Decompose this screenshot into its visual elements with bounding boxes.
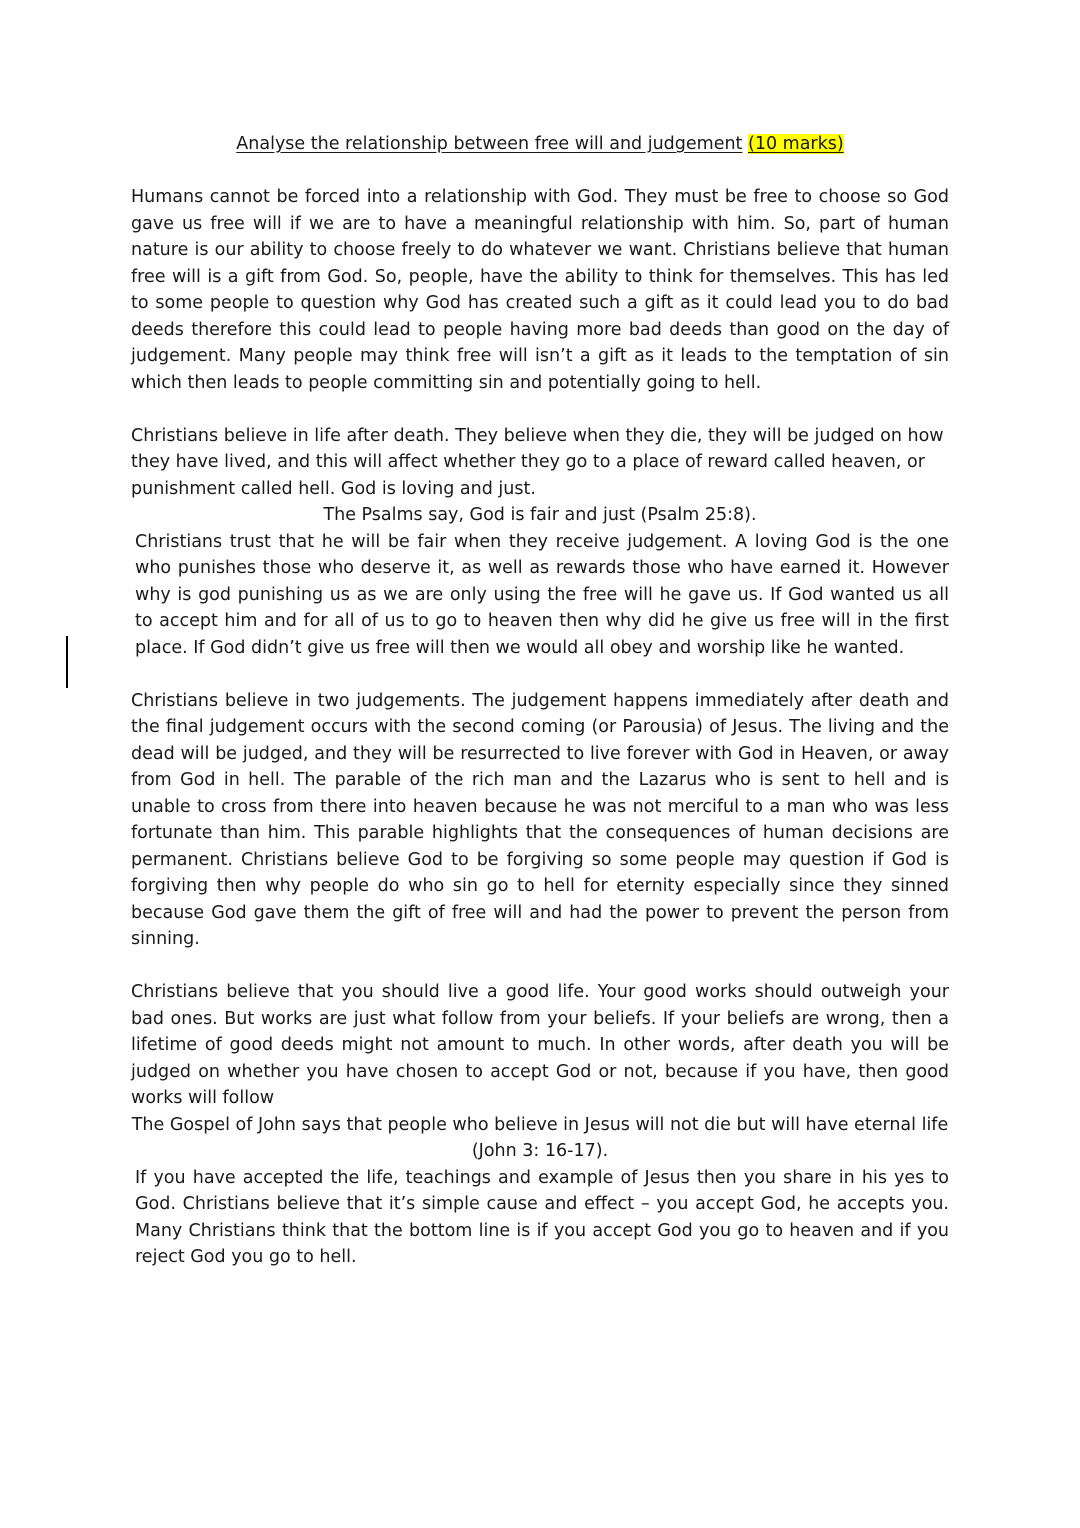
paragraph-life-after-death: Christians believe in life after death. They believe when they die, they will be judged on how they have lived, and this will affect whether they go to a place of reward called heaven, or punishment called hell. God is loving and just. [131,425,944,499]
paragraph-good-life: Christians believe that you should live a good life. Your good works should outweigh your bad ones. But works are just what follow from your beliefs. If your beliefs are wrong, then a lifetime of good deeds might not amount to much. In other words, after death you will be judged on whether you have chosen to accept God or not, because if you have, then good works will follow [131,982,949,1108]
paragraph-cause-effect: If you have accepted the life, teachings and example of Jesus then you share in his yes to God. Christians believe that it’s simple cause and effect – you accept God, he accepts you. Many Christians think that the bottom line is if you accept God you go to heaven and if you reject God you go to hell. [135,1167,949,1267]
title-text: Analyse the relationship between free will and judgement [236,134,743,154]
paragraph-gap [131,396,949,423]
marks-highlight: (10 marks) [748,134,844,154]
document-title [131,130,949,158]
paragraph-gap [131,953,949,980]
paragraph-gap [131,661,949,688]
quote-john: The Gospel of John says that people who believe in Jesus will not die but will have eternal life (John 3: 16-17). [131,1114,949,1161]
quote-psalms: The Psalms say, God is fair and just (Psalm 25:8). [323,505,757,525]
document-page [131,130,949,1271]
text-cursor [66,636,68,688]
paragraph-free-will: Humans cannot be forced into a relationship with God. They must be free to choose so God gave us free will if we are to have a meaningful relationship with him. So, part of human nature is our ability to choose freely to do whatever we want. Christians believe that human free will is a gift from God. So, people, have the ability to think for themselves. This has led to some people to question why God has created such a gift as it could lead you to do bad deeds therefore this could lead to people having more bad deeds than good on the day of judgement. Many people may think free will isn’t a gift as it leads to the temptation of sin which then leads to people committing sin and potentially going to hell. [131,187,949,393]
paragraph-two-judgements: Christians believe in two judgements. The judgement happens immediately after death and the final judgement occurs with the second coming (or Parousia) of Jesus. The living and the dead will be judged, and they will be resurrected to live forever with God in Heaven, or away from God in hell. The parable of the rich man and the Lazarus who is sent to hell and is unable to cross from there into heaven because he was not merciful to a man who was less fortunate than him. This parable highlights that the consequences of human decisions are permanent. Christians believe God to be forgiving so some people may question if God is forgiving then why people do who sin go to hell for eternity especially since they sinned because God gave them the gift of free will and had the power to prevent the person from sinning. [131,690,949,949]
paragraph-fair-judgement: Christians trust that he will be fair when they receive judgement. A loving God is the one who punishes those who deserve it, as well as rewards those who have earned it. However why is god punishing us as we are only using the free will he gave us. If God wanted us all to accept him and for all of us to go to heaven then why did he give us free will in the first place. If God didn’t give us free will then we would all obey and worship like he wanted. [135,531,949,658]
